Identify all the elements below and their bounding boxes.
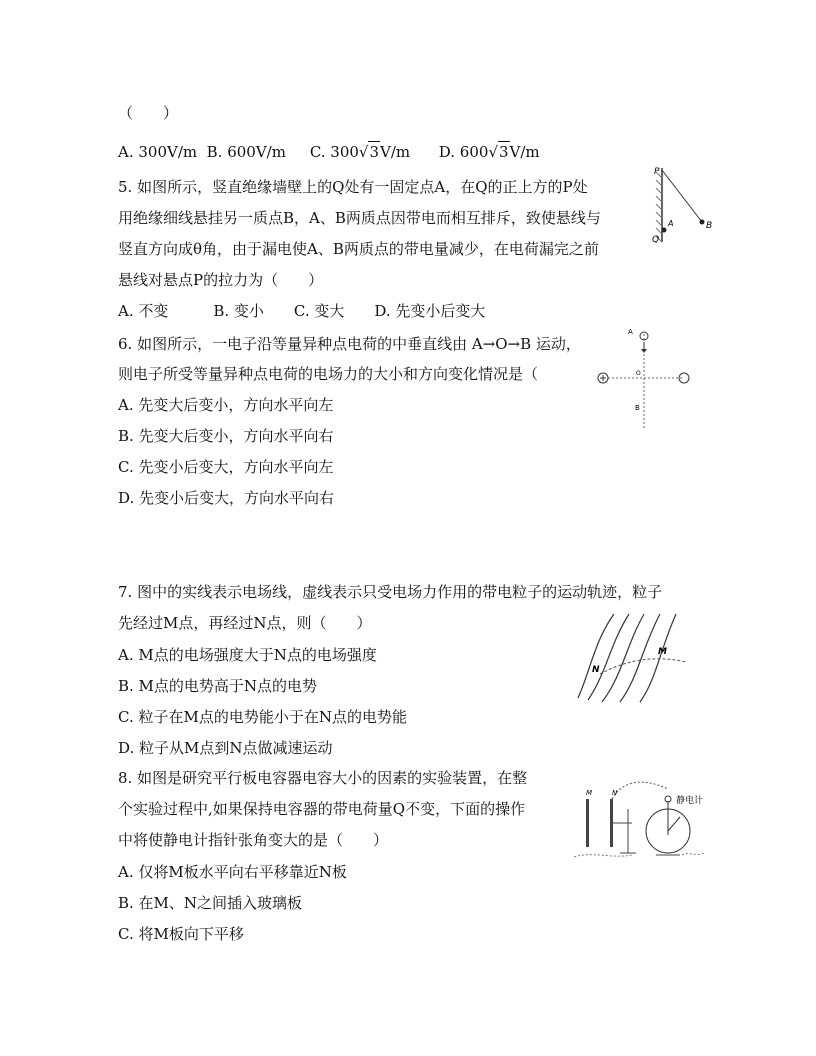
q6-option-b: B. 先变大后变小，方向水平向右 [118, 427, 334, 445]
q7-figure [574, 612, 690, 704]
q5-point-b [700, 220, 705, 225]
q5-figure [648, 162, 718, 247]
q5-stem-line2: 用绝缘细线悬挂另一质点B，A、B两质点因带电而相互排斥，致使悬线与 [118, 209, 601, 227]
q5-stem-line4: 悬线对悬点P的拉力为（ ） [118, 271, 324, 289]
q8-option-b: B. 在M、N之间插入玻璃板 [118, 894, 303, 912]
q7-option-c: C. 粒子在M点的电势能小于在N点的电势能 [118, 708, 407, 726]
q8-figure [572, 775, 706, 863]
q4-option-c: C. 300√3V/m [309, 143, 411, 161]
q5-label-q: Q [652, 235, 660, 245]
q7-label-n: N [592, 665, 600, 675]
q7-stem-line2: 先经过M点，再经过N点，则（ ） [118, 614, 372, 632]
q7-option-d: D. 粒子从M点到N点做减速运动 [118, 739, 333, 757]
q7-option-b: B. M点的电势高于N点的电势 [118, 677, 318, 695]
q8-stem-line1: 8. 如图是研究平行板电容器电容大小的因素的实验装置，在整 [118, 769, 528, 787]
q5-label-a: A [668, 219, 674, 228]
q4-answer-bracket: （ ） [118, 104, 179, 122]
q5-stem-line1: 5. 如图所示，竖直绝缘墙壁上的Q处有一固定点A，在Q的正上方的P处 [118, 178, 588, 196]
q6-option-a: A. 先变大后变小，方向水平向左 [118, 396, 334, 414]
q6-option-c: C. 先变小后变大，方向水平向左 [118, 458, 334, 476]
q6-label-a: A [628, 328, 633, 336]
q8-option-a: A. 仅将M板水平向右平移靠近N板 [118, 863, 347, 881]
q6-option-d: D. 先变小后变大，方向水平向右 [118, 489, 335, 507]
q8-label-meter: 静电计 [676, 796, 704, 806]
q4-option-b: B. 600V/m [206, 143, 286, 161]
q4-option-a: A. 300V/m [118, 143, 198, 161]
q6-stem-line1: 6. 如图所示，一电子沿等量异种点电荷的中垂直线由 A→O→B 运动， [118, 335, 581, 353]
q6-figure [592, 322, 698, 434]
q5-label-b: B [706, 221, 713, 231]
q8-stem-line3: 中将使静电计指针张角变大的是（ ） [118, 831, 389, 849]
q8-stem-line2: 个实验过程中,如果保持电容器的带电荷量Q不变，下面的操作 [118, 800, 526, 818]
q8-plate-m [586, 799, 589, 847]
q7-option-a: A. M点的电场强度大于N点的电场强度 [118, 646, 377, 664]
q8-label-m: M [586, 789, 593, 797]
q6-stem-line2: 则电子所受等量异种点电荷的电场力的大小和方向变化情况是（ [118, 365, 539, 383]
q4-option-d: D. 600√3V/m [438, 143, 540, 161]
q6-label-b: B [635, 404, 640, 412]
q5-point-a [662, 228, 667, 233]
q7-stem-line1: 7. 图中的实线表示电场线，虚线表示只受电场力作用的带电粒子的运动轨迹，粒子 [118, 583, 663, 601]
q5-stem-line3: 竖直方向成θ角，由于漏电使A、B两质点的带电量减少，在电荷漏完之前 [118, 240, 599, 258]
q7-label-m: M [658, 647, 667, 657]
q5-label-p: P [654, 167, 660, 177]
q8-label-n: N [612, 789, 618, 797]
q5-options: A. 不变 B. 变小 C. 变大 D. 先变小后变大 [118, 302, 486, 320]
q8-option-c: C. 将M板向下平移 [118, 925, 244, 943]
q4-options [118, 141, 540, 162]
q6-label-o: O [636, 370, 641, 377]
